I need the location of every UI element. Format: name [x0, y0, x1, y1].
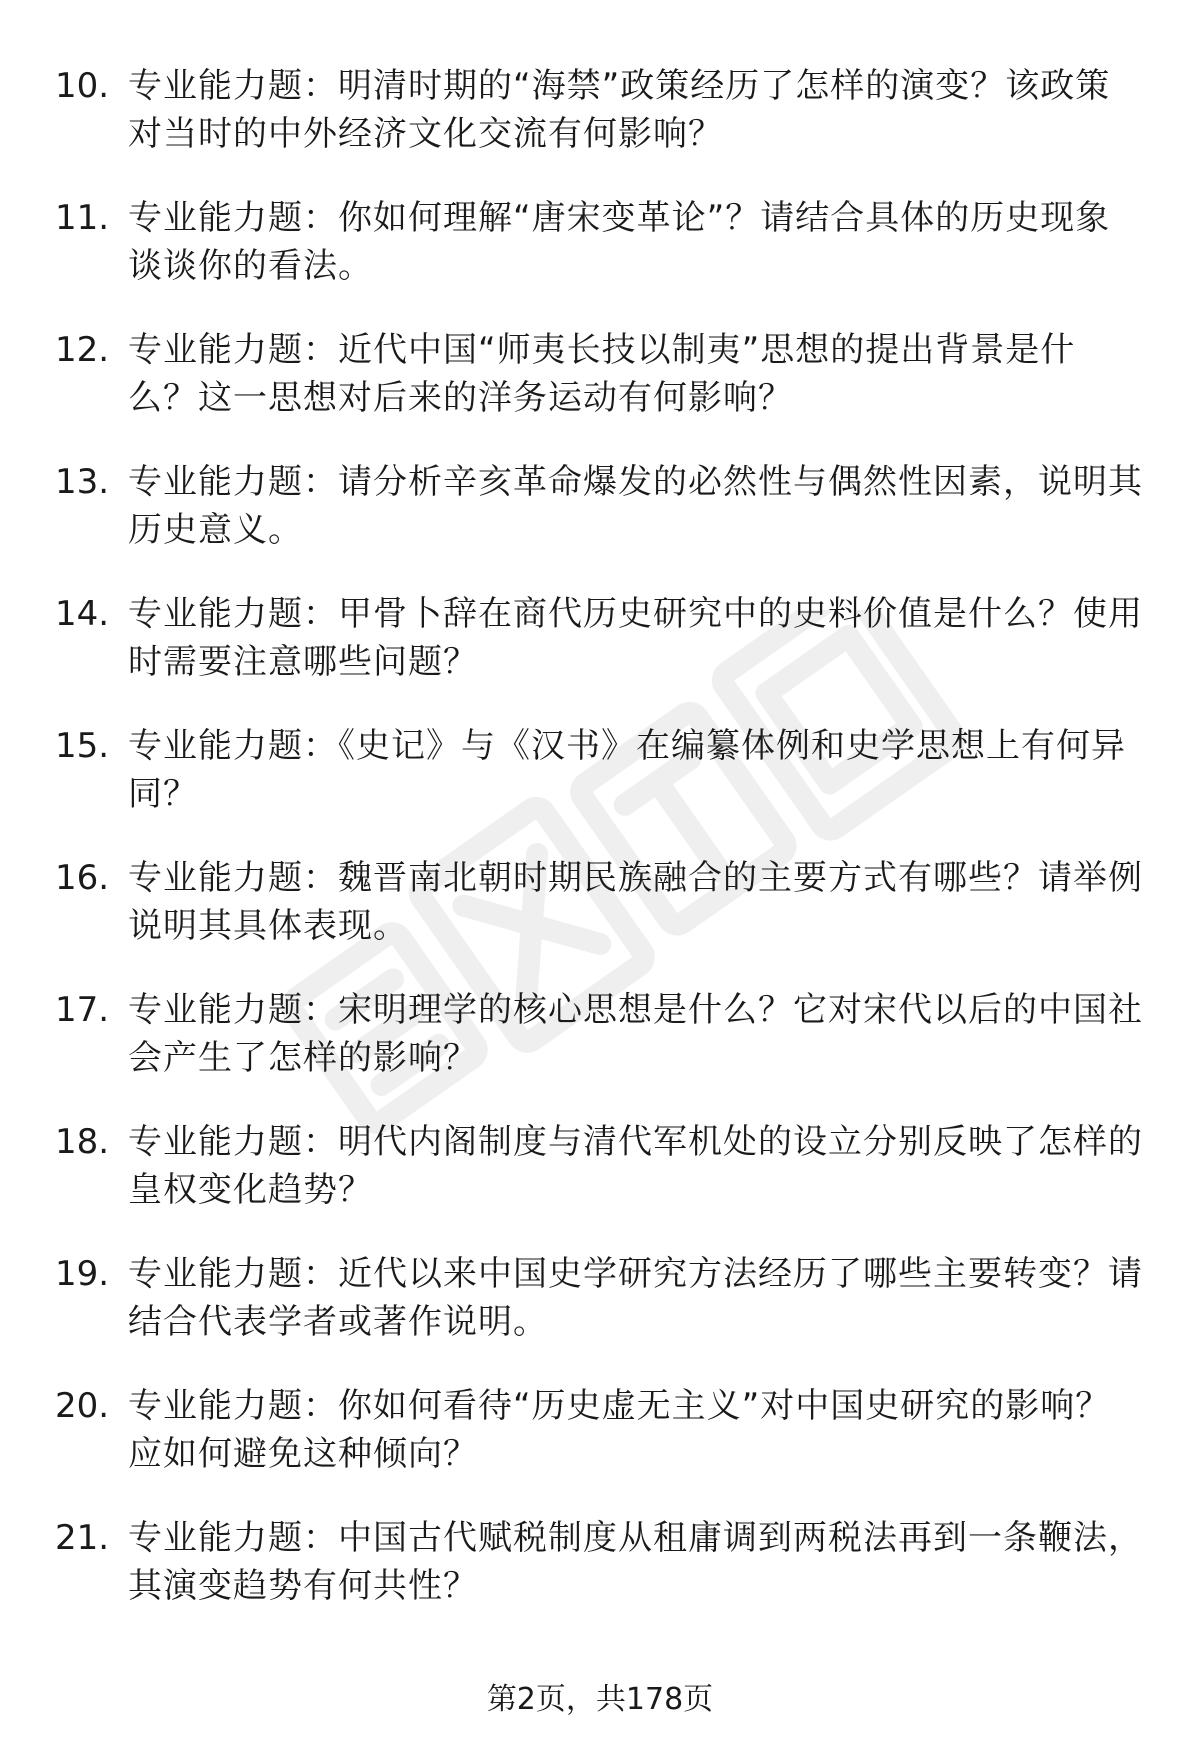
question-text: 专业能力题：明代内阁制度与清代军机处的设立分别反映了怎样的皇权变化趋势？: [128, 1122, 1143, 1210]
question-text: 专业能力题：中国古代赋税制度从租庸调到两税法再到一条鞭法，其演变趋势有何共性？: [128, 1518, 1143, 1606]
question-text: 专业能力题：你如何看待“历史虚无主义”对中国史研究的影响？应如何避免这种倾向？: [128, 1386, 1111, 1474]
question-item: [0, 722, 1200, 854]
question-text: 专业能力题：你如何理解“唐宋变革论”？请结合具体的历史现象谈谈你的看法。: [128, 198, 1111, 286]
question-text: 专业能力题：请分析辛亥革命爆发的必然性与偶然性因素，说明其历史意义。: [128, 462, 1143, 550]
question-item: [0, 590, 1200, 722]
question-number: 16.: [55, 858, 110, 898]
question-number: 17.: [55, 990, 110, 1030]
question-item: [0, 326, 1200, 458]
question-text: 专业能力题：《史记》与《汉书》在编纂体例和史学思想上有何异同？: [128, 726, 1126, 814]
question-item: [0, 986, 1200, 1118]
question-number: 20.: [55, 1386, 110, 1426]
question-item: [0, 854, 1200, 986]
question-number: 14.: [55, 594, 110, 634]
page-number-label: 第2页，共178页: [486, 1682, 714, 1717]
question-item: [0, 458, 1200, 590]
question-number: 12.: [55, 330, 110, 370]
question-item: [0, 62, 1200, 194]
question-item: [0, 194, 1200, 326]
question-number: 15.: [55, 726, 110, 766]
question-number: 18.: [55, 1122, 110, 1162]
question-text: 专业能力题：甲骨卜辞在商代历史研究中的史料价值是什么？使用时需要注意哪些问题？: [128, 594, 1143, 682]
question-item: [0, 1382, 1200, 1514]
question-number: 11.: [55, 198, 110, 238]
question-text: 专业能力题：明清时期的“海禁”政策经历了怎样的演变？该政策对当时的中外经济文化交流有何影响？: [128, 66, 1111, 154]
question-number: 19.: [55, 1254, 110, 1294]
question-text: 专业能力题：宋明理学的核心思想是什么？它对宋代以后的中国社会产生了怎样的影响？: [128, 990, 1143, 1078]
question-text: 专业能力题：近代中国“师夷长技以制夷”思想的提出背景是什么？这一思想对后来的洋务运动有何影响？: [128, 330, 1076, 418]
question-text: 专业能力题：近代以来中国史学研究方法经历了哪些主要转变？请结合代表学者或著作说明。: [128, 1254, 1143, 1342]
question-item: [0, 1118, 1200, 1250]
page-footer: [0, 1680, 1200, 1720]
question-list: [0, 62, 1200, 1646]
question-item: [0, 1514, 1200, 1646]
question-number: 13.: [55, 462, 110, 502]
question-number: 21.: [55, 1518, 110, 1558]
question-item: [0, 1250, 1200, 1382]
question-text: 专业能力题：魏晋南北朝时期民族融合的主要方式有哪些？请举例说明其具体表现。: [128, 858, 1143, 946]
question-number: 10.: [55, 66, 110, 106]
